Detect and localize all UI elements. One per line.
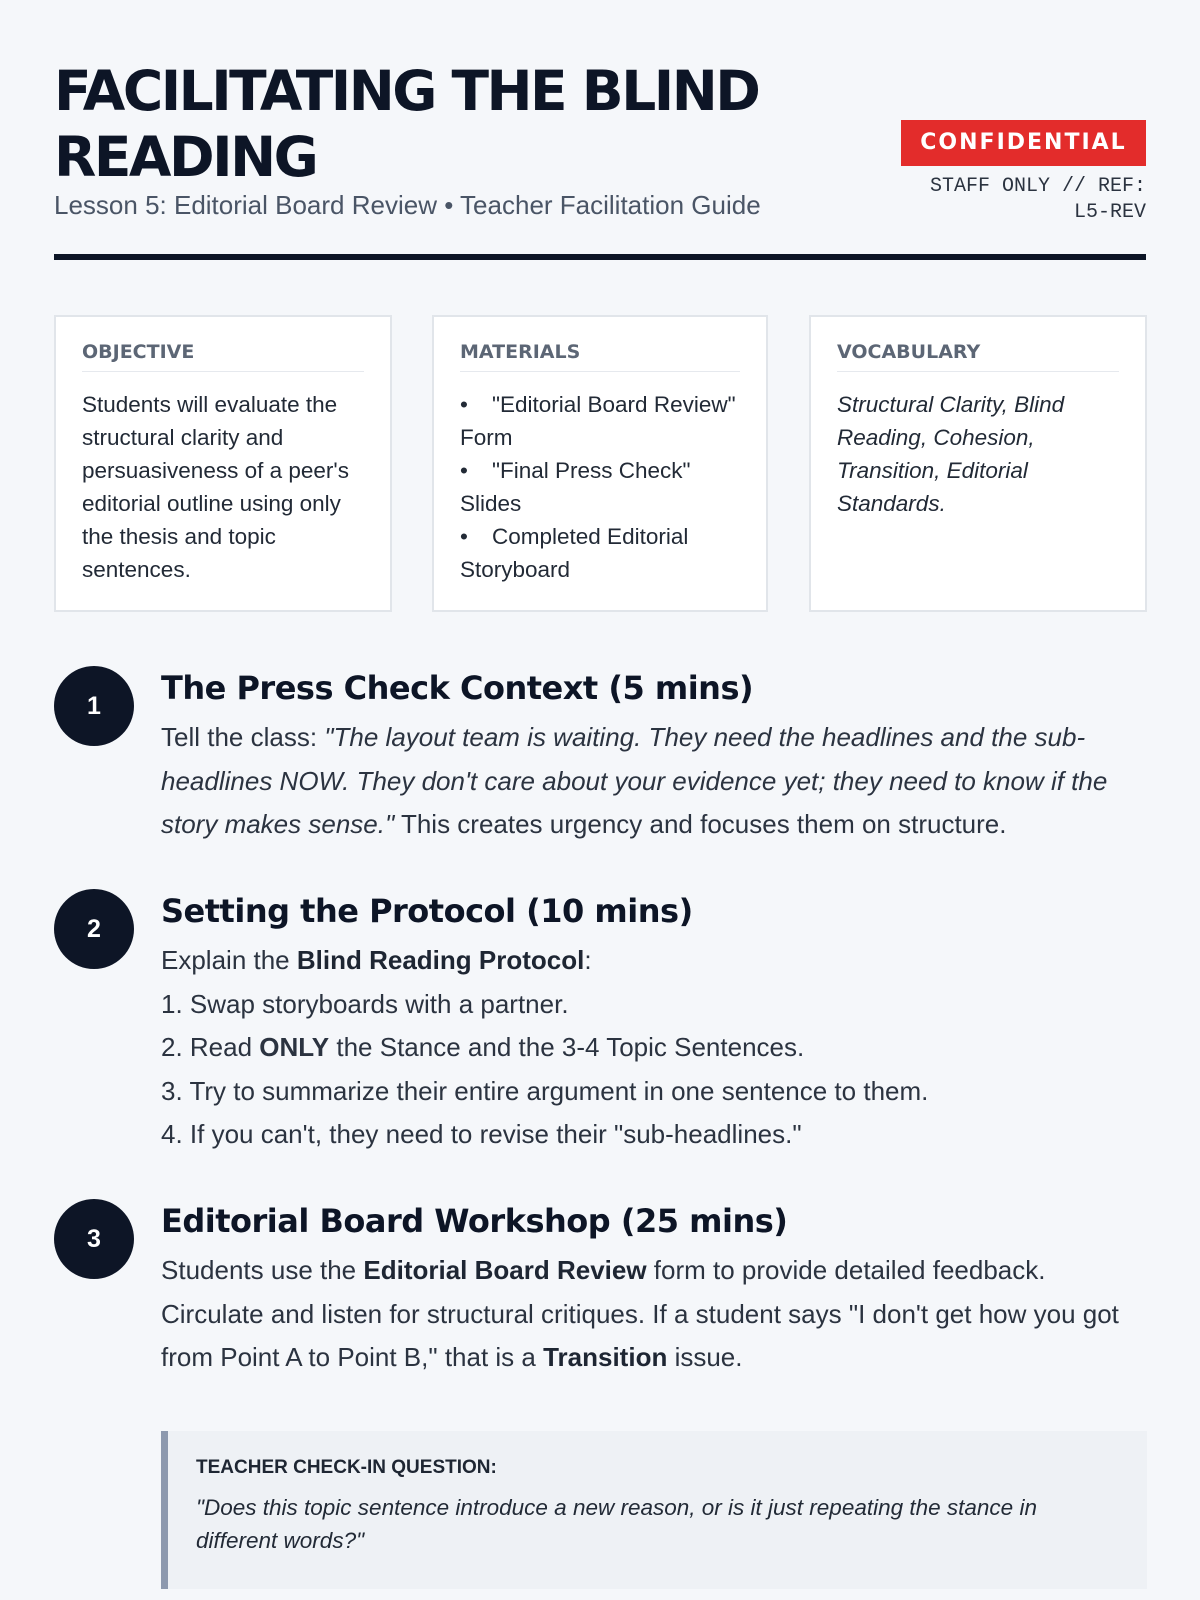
step-body — [161, 889, 1147, 1157]
list-item — [460, 520, 740, 586]
step-text-part: form to provide detailed feedback. Circulate and listen for structural critiques. If a student says "I don't get how you got from Point A to Point B," that is a — [161, 1255, 1119, 1372]
materials-card — [432, 315, 768, 612]
list-item — [161, 1113, 1147, 1157]
materials-label: MATERIALS — [460, 341, 740, 372]
step-bold: Editorial Board Review — [363, 1255, 647, 1285]
intro-bold: Blind Reading Protocol — [296, 945, 585, 975]
protocol-text: 1. Swap storyboards with a partner. — [161, 988, 569, 1019]
list-item — [460, 388, 740, 454]
confidential-badge: CONFIDENTIAL — [901, 120, 1146, 166]
step-text — [161, 716, 1147, 847]
protocol-text: 3. Try to summarize their entire argument in one sentence to them. — [161, 1075, 929, 1106]
objective-text: Students will evaluate the structural clarity and persuasiveness of a peer's editorial outline using only the thesis and topic sentences. — [82, 392, 349, 582]
protocol-bold: ONLY — [259, 1032, 330, 1062]
intro-colon: : — [584, 945, 592, 975]
step-title: The Press Check Context (5 mins) — [161, 669, 754, 707]
overview-cards — [54, 315, 1147, 612]
step-intro — [161, 939, 1147, 983]
step-body — [161, 666, 1147, 847]
step-quote: "The layout team is waiting. They need the headlines and the sub-headlines NOW. They don't care about your evidence yet; they need to know if the story makes sense." — [161, 722, 1108, 839]
list-item — [161, 983, 1147, 1027]
bullet: • — [460, 524, 468, 549]
page-subtitle: Lesson 5: Editorial Board Review • Teacher Facilitation Guide — [54, 190, 761, 220]
step-bold: Transition — [543, 1342, 668, 1372]
list-item — [161, 1026, 1147, 1070]
step-number-badge: 1 — [54, 666, 134, 746]
vocabulary-text: Structural Clarity, Blind Reading, Cohesion, Transition, Editorial Standards. — [837, 392, 1065, 516]
staff-reference: STAFF ONLY // REF: L5-REV — [929, 175, 1146, 224]
material-item: "Editorial Board Review" Form — [460, 392, 736, 450]
objective-card — [54, 315, 392, 612]
step-tail: This creates urgency and focuses them on structure. — [394, 809, 1007, 839]
material-item: Completed Editorial Storyboard — [460, 524, 689, 582]
step-lead: Tell the class: — [161, 722, 325, 752]
step-body — [161, 1199, 1147, 1380]
step-title: Setting the Protocol (10 mins) — [161, 892, 693, 930]
confidential-stamp — [901, 120, 1146, 226]
bullet: • — [460, 392, 468, 417]
intro-text: Explain the — [161, 945, 297, 975]
step-number-badge: 2 — [54, 889, 134, 969]
materials-list — [460, 388, 740, 586]
vocabulary-label: VOCABULARY — [837, 341, 1119, 372]
step-text-part: Students use the — [161, 1255, 364, 1285]
step-text-part: issue. — [667, 1342, 743, 1372]
objective-label: OBJECTIVE — [82, 341, 364, 372]
list-item — [161, 1070, 1147, 1114]
step-number-badge: 3 — [54, 1199, 134, 1279]
page-header — [54, 0, 1146, 262]
callout-question: "Does this topic sentence introduce a new reason, or is it just repeating the stance in different words?" — [196, 1495, 1037, 1553]
page-title: FACILITATING THE BLIND READING — [54, 59, 759, 189]
step-title: Editorial Board Workshop (25 mins) — [161, 1202, 788, 1240]
callout-label: TEACHER CHECK-IN QUESTION: — [196, 1457, 497, 1478]
bullet: • — [460, 458, 468, 483]
list-item — [460, 454, 740, 520]
step-text — [161, 1249, 1147, 1380]
protocol-text: 4. If you can't, they need to revise their "sub-headlines." — [161, 1119, 802, 1149]
protocol-list — [161, 983, 1147, 1157]
step-3 — [54, 1199, 1147, 1589]
protocol-text: 2. Read — [161, 1032, 260, 1062]
header-divider — [54, 254, 1146, 260]
protocol-text: the Stance and the 3-4 Topic Sentences. — [329, 1032, 805, 1062]
material-item: "Final Press Check" Slides — [460, 458, 691, 516]
vocabulary-card — [809, 315, 1147, 612]
teacher-check-in-callout — [161, 1431, 1147, 1589]
